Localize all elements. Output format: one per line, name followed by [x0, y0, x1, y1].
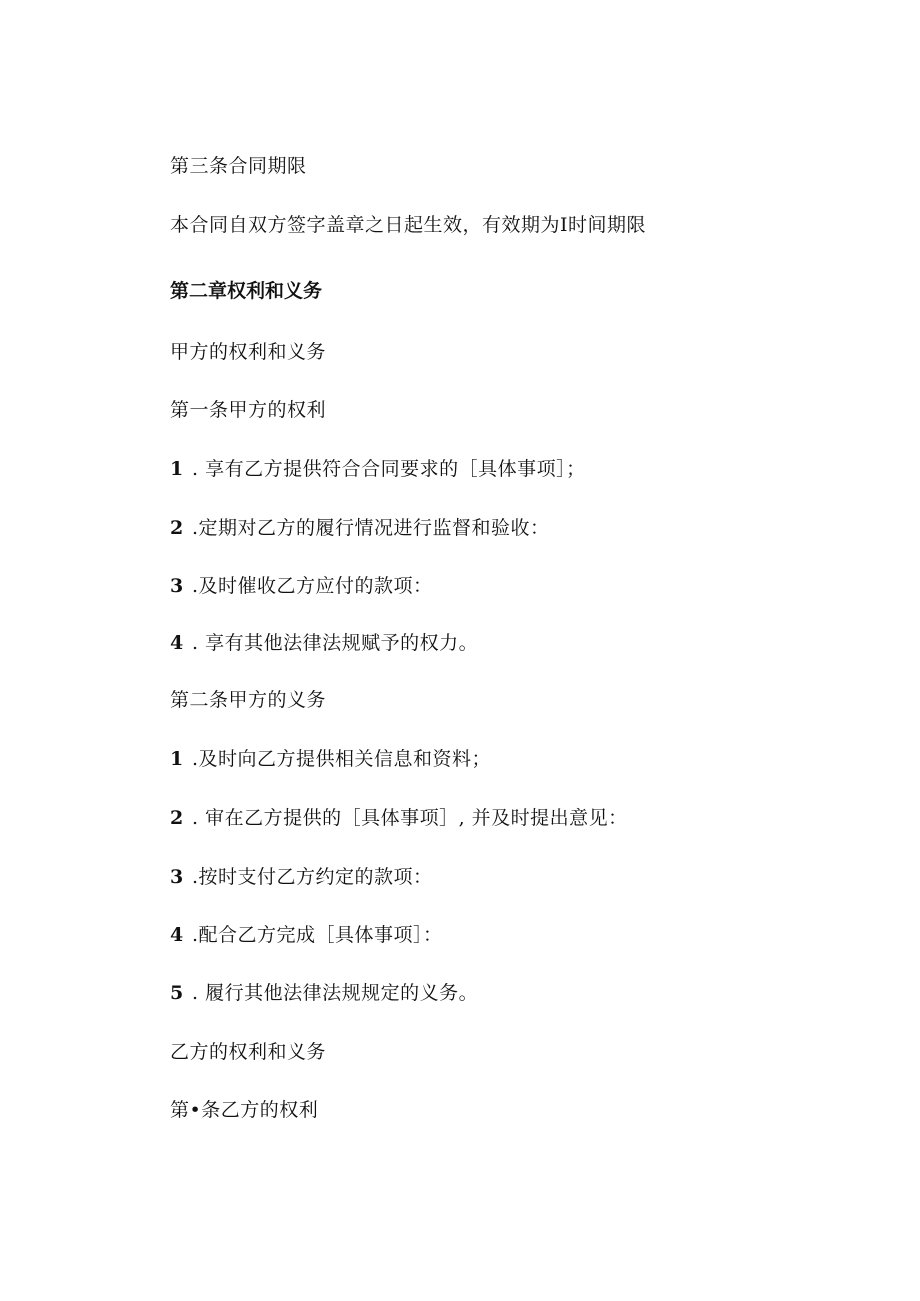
item-number: 5: [170, 982, 184, 1004]
item-number: 4: [170, 632, 184, 654]
item-text: .定期对乙方的履行情况进行监督和验收：: [192, 517, 550, 539]
article-3-body: 本合同自双方签字盖章之日起生效，有效期为I时间期限: [170, 214, 647, 236]
item-number: 1: [170, 458, 184, 480]
item-text: . 履行其他法律法规规定的义务。: [192, 982, 479, 1004]
item-text: . 享有乙方提供符合合同要求的［具体事项］；: [192, 458, 586, 480]
party-a-right-item: [170, 573, 433, 599]
party-b-rights-title: 第•条乙方的权利: [170, 1099, 319, 1121]
party-a-duty-item: [170, 980, 478, 1006]
party-a-duty-item: [170, 805, 628, 831]
item-text: .及时向乙方提供相关信息和资料；: [192, 748, 492, 770]
party-a-right-item: [170, 456, 586, 482]
item-number: 4: [170, 924, 184, 946]
party-a-rights-title: 第一条甲方的权利: [170, 399, 327, 421]
party-a-duties-title: 第二条甲方的义务: [170, 689, 327, 711]
party-a-right-item: [170, 630, 478, 656]
item-text: .配合乙方完成［具体事项］：: [192, 924, 443, 946]
party-a-section-heading: 甲方的权利和义务: [170, 341, 327, 363]
party-a-duty-item: [170, 864, 433, 890]
item-text: . 享有其他法律法规赋予的权力。: [192, 632, 479, 654]
item-number: 2: [170, 517, 184, 539]
item-text: .按时支付乙方约定的款项：: [192, 866, 433, 888]
item-text: .及时催收乙方应付的款项：: [192, 575, 433, 597]
article-3-title: 第三条合同期限: [170, 155, 307, 177]
party-a-duty-item: [170, 922, 443, 948]
party-a-right-item: [170, 515, 550, 541]
item-text: . 审在乙方提供的［具体事项］, 并及时提出意见：: [192, 807, 628, 829]
chapter-2-title: 第二章权利和义务: [170, 280, 323, 302]
item-number: 3: [170, 866, 184, 888]
item-number: 1: [170, 748, 184, 770]
party-b-section-heading: 乙方的权利和义务: [170, 1041, 327, 1063]
party-a-duty-item: [170, 746, 491, 772]
item-number: 2: [170, 807, 184, 829]
item-number: 3: [170, 575, 184, 597]
